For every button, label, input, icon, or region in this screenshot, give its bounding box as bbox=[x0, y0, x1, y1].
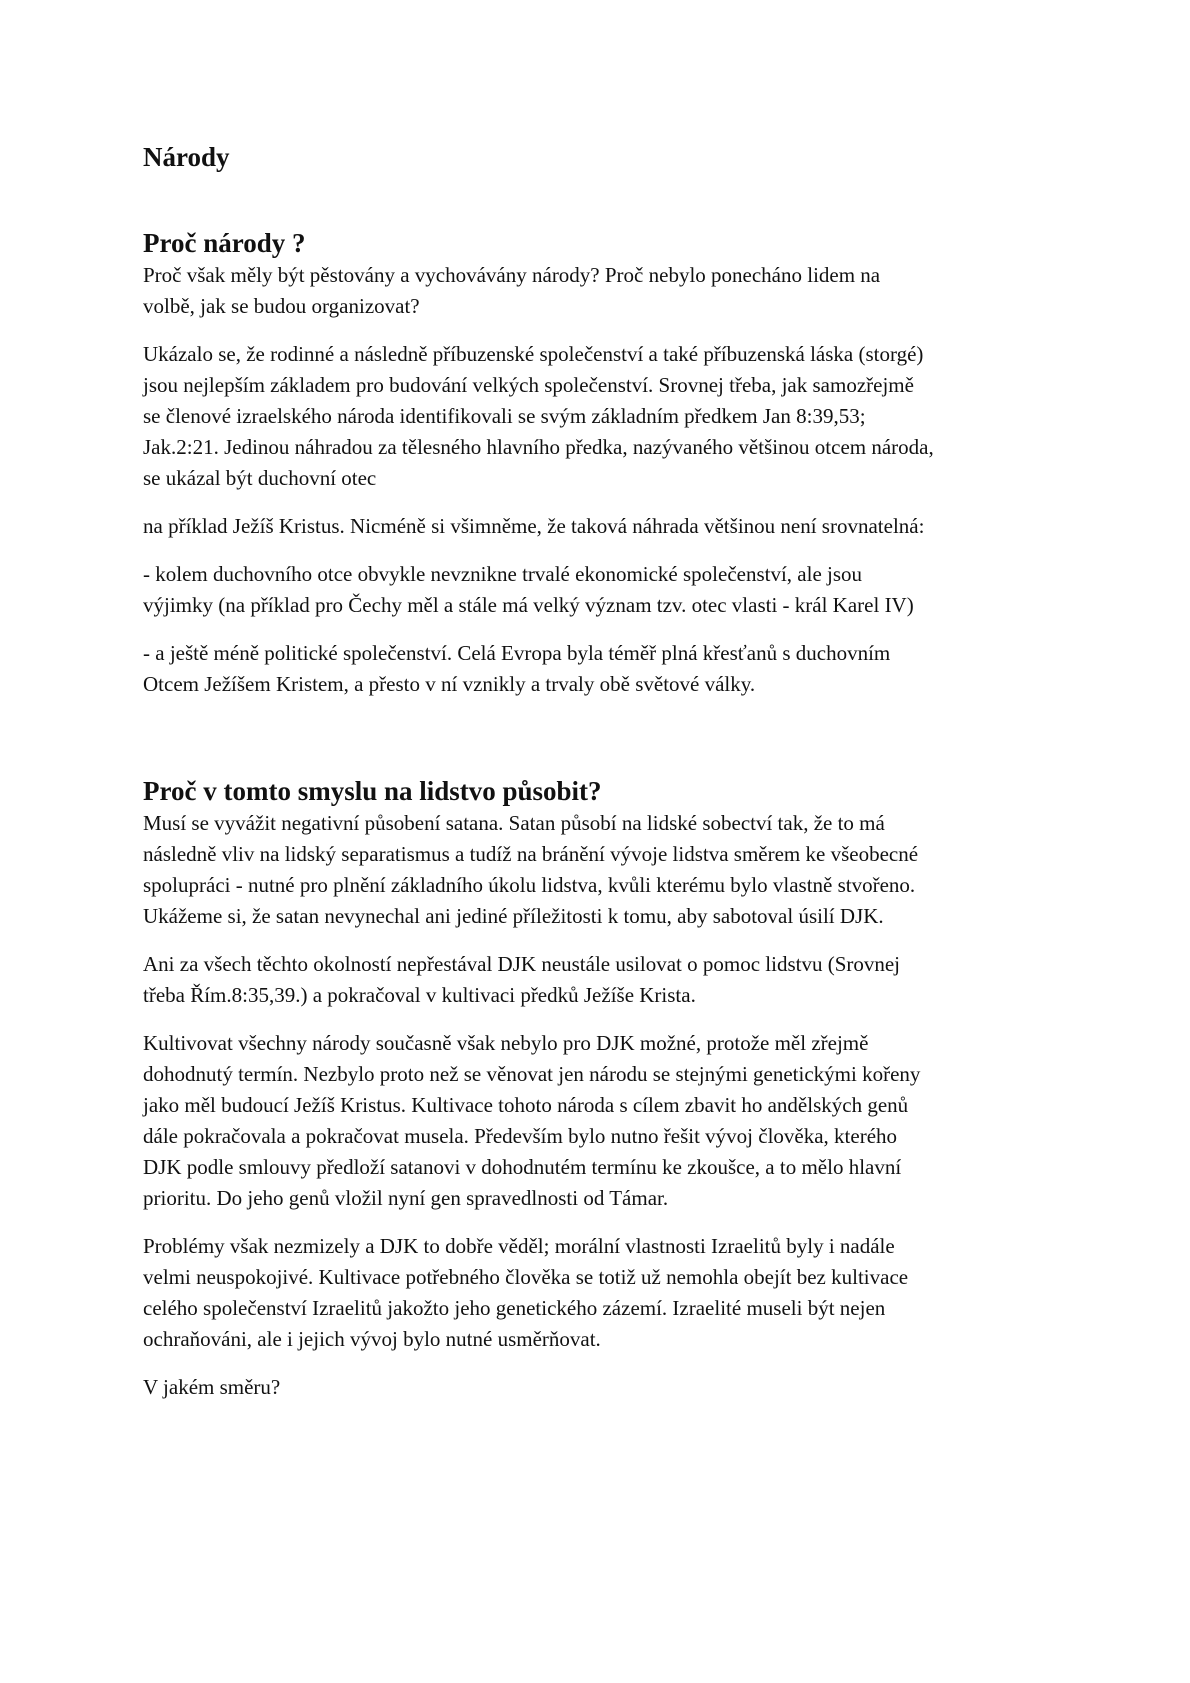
text-line: Ukážeme si, že satan nevynechal ani jediné příležitosti k tomu, aby sabotoval úsilí DJK. bbox=[143, 904, 884, 928]
text-line: jsou nejlepším základem pro budování velkých společenství. Srovnej třeba, jak samozřejmě bbox=[143, 373, 914, 397]
text-line: se ukázal být duchovní otec bbox=[143, 466, 377, 490]
text-line: volbě, jak se budou organizovat? bbox=[143, 294, 420, 318]
section-why-influence-humanity bbox=[143, 774, 1063, 1420]
text-line: V jakém směru? bbox=[143, 1375, 281, 1399]
section-body bbox=[143, 260, 1063, 700]
paragraph bbox=[143, 1231, 1063, 1355]
text-line: jako měl budoucí Ježíš Kristus. Kultivace tohoto národa s cílem zbavit ho andělských genů bbox=[143, 1093, 909, 1117]
text-line: výjimky (na příklad pro Čechy měl a stále má velký význam tzv. otec vlasti - král Karel IV) bbox=[143, 593, 914, 617]
text-line: prioritu. Do jeho genů vložil nyní gen spravedlnosti od Támar. bbox=[143, 1186, 669, 1210]
text-line: Ani za všech těchto okolností nepřestával DJK neustále usilovat o pomoc lidstvu (Srovnej bbox=[143, 952, 901, 976]
text-line: třeba Řím.8:35,39.) a pokračoval v kultivaci předků Ježíše Krista. bbox=[143, 983, 696, 1007]
text-line: DJK podle smlouvy předloží satanovi v dohodnutém termínu ke zkoušce, a to mělo hlavní bbox=[143, 1155, 902, 1179]
paragraph bbox=[143, 339, 1063, 494]
text-line: následně vliv na lidský separatismus a tudíž na bránění vývoje lidstva směrem ke všeobecné bbox=[143, 842, 919, 866]
paragraph bbox=[143, 949, 1063, 1011]
text-line: dále pokračovala a pokračovat musela. Především bylo nutno řešit vývoj člověka, kterého bbox=[143, 1124, 898, 1148]
section-heading: Proč národy ? bbox=[143, 228, 306, 258]
text-line: velmi neuspokojivé. Kultivace potřebného člověka se totiž už nemohla obejít bez kultivace bbox=[143, 1265, 909, 1289]
text-line: dohodnutý termín. Nezbylo proto než se věnovat jen národu se stejnými genetickými kořeny bbox=[143, 1062, 921, 1086]
text-line: Otcem Ježíšem Kristem, a přesto v ní vznikly a trvaly obě světové války. bbox=[143, 672, 756, 696]
text-line: Ukázalo se, že rodinné a následně příbuzenské společenství a také příbuzenská láska (storgé) bbox=[143, 342, 924, 366]
document-title: Národy bbox=[143, 142, 230, 172]
text-line: Proč však měly být pěstovány a vychovávány národy? Proč nebylo ponecháno lidem na bbox=[143, 263, 881, 287]
paragraph bbox=[143, 1372, 1063, 1403]
text-line: Problémy však nezmizely a DJK to dobře věděl; morální vlastnosti Izraelitů byly i nadále bbox=[143, 1234, 895, 1258]
text-line: spolupráci - nutné pro plnění základního úkolu lidstva, kvůli kterému bylo vlastně stvořeno. bbox=[143, 873, 916, 897]
paragraph bbox=[143, 260, 1063, 322]
text-line: Musí se vyvážit negativní působení satana. Satan působí na lidské sobectví tak, že to má bbox=[143, 811, 885, 835]
paragraph bbox=[143, 511, 1063, 542]
text-line: ochraňováni, ale i jejich vývoj bylo nutné usměrňovat. bbox=[143, 1327, 601, 1351]
text-line: na příklad Ježíš Kristus. Nicméně si všimněme, že taková náhrada většinou není srovnatelná: bbox=[143, 514, 925, 538]
text-line: Kultivovat všechny národy současně však nebylo pro DJK možné, protože měl zřejmě bbox=[143, 1031, 869, 1055]
text-line: - kolem duchovního otce obvykle nevznikne trvalé ekonomické společenství, ale jsou bbox=[143, 562, 863, 586]
section-why-nations bbox=[143, 226, 1063, 717]
paragraph bbox=[143, 638, 1063, 700]
paragraph bbox=[143, 559, 1063, 621]
section-body bbox=[143, 808, 1063, 1403]
paragraph bbox=[143, 1028, 1063, 1214]
paragraph bbox=[143, 808, 1063, 932]
text-line: - a ještě méně politické společenství. Celá Evropa byla téměř plná křesťanů s duchovním bbox=[143, 641, 891, 665]
section-heading: Proč v tomto smyslu na lidstvo působit? bbox=[143, 776, 602, 806]
text-line: se členové izraelského národa identifikovali se svým základním předkem Jan 8:39,53; bbox=[143, 404, 866, 428]
text-line: celého společenství Izraelitů jakožto jeho genetického zázemí. Izraelité museli být nejen bbox=[143, 1296, 886, 1320]
text-line: Jak.2:21. Jedinou náhradou za tělesného hlavního předka, nazývaného většinou otcem národa, bbox=[143, 435, 934, 459]
